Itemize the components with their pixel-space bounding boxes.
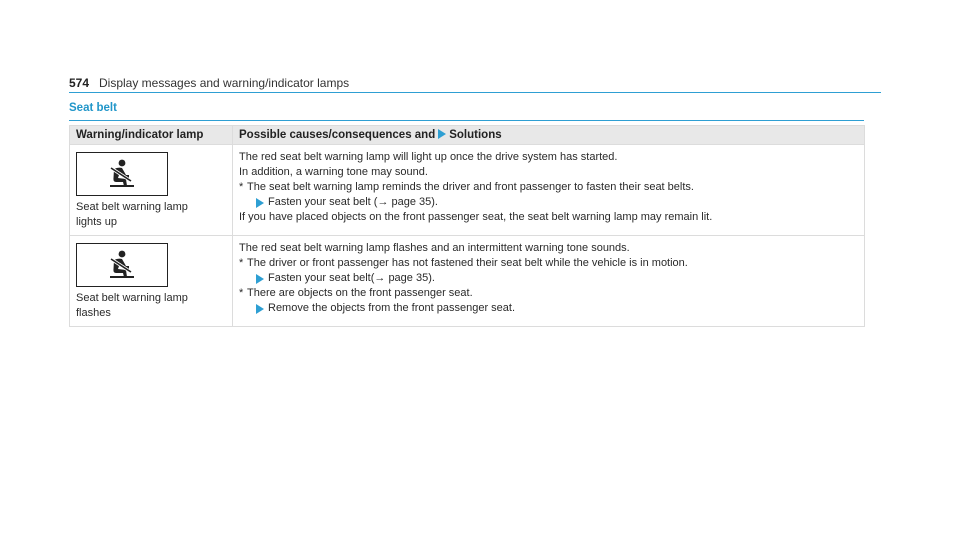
- cause-bullet: [239, 256, 858, 271]
- section-title: Seat belt: [69, 102, 117, 114]
- seat-belt-icon: [105, 249, 139, 281]
- lamp-label: Seat belt warning lamp: [76, 292, 188, 304]
- bullet-marker: *: [239, 181, 244, 193]
- play-arrow-icon: [438, 129, 446, 139]
- play-arrow-icon: [256, 274, 264, 284]
- lamp-state: flashes: [76, 307, 111, 319]
- table-header-row: [70, 126, 865, 145]
- warning-lamp-table: [69, 125, 865, 327]
- column-header-causes: [233, 126, 865, 145]
- solution-step: [239, 271, 858, 286]
- cause-text: The red seat belt warning lamp flashes and an intermittent warning tone sounds.: [239, 242, 630, 254]
- column-header-solutions-text: Solutions: [449, 128, 502, 141]
- solution-step-text: Remove the objects from the front passenger seat.: [268, 302, 516, 314]
- causes-cell: [233, 145, 865, 236]
- cause-bullet-text: The driver or front passenger has not fastened their seat belt while the vehicle is in motion.: [247, 257, 688, 269]
- seat-belt-icon: [105, 158, 139, 190]
- bullet-marker: *: [239, 257, 244, 269]
- cause-text: The red seat belt warning lamp will light up once the drive system has started.: [239, 151, 618, 163]
- solution-step-text: Fasten your seat belt (→ page 35).: [268, 196, 438, 208]
- page-header: [69, 72, 881, 93]
- bullet-marker: *: [239, 287, 244, 299]
- lamp-symbol-box: [76, 152, 168, 196]
- section-header: [69, 102, 864, 121]
- solution-step: [239, 195, 858, 210]
- page-number: 574: [69, 76, 90, 90]
- page-title: Display messages and warning/indicator lamps: [99, 76, 350, 90]
- cause-text: In addition, a warning tone may sound.: [239, 166, 428, 178]
- cause-bullet-text: There are objects on the front passenger seat.: [247, 287, 473, 299]
- lamp-cell: [70, 236, 233, 327]
- cause-bullet-text: The seat belt warning lamp reminds the driver and front passenger to fasten their seat belts.: [247, 181, 694, 193]
- lamp-label: Seat belt warning lamp: [76, 201, 188, 213]
- solution-step-text: Fasten your seat belt(→ page 35).: [268, 272, 435, 284]
- play-arrow-icon: [256, 304, 264, 314]
- causes-cell: [233, 236, 865, 327]
- lamp-cell: [70, 145, 233, 236]
- column-header-causes-text: Possible causes/consequences and: [239, 128, 436, 141]
- column-header-lamp: Warning/indicator lamp: [70, 126, 233, 145]
- table-row: [70, 236, 865, 327]
- play-arrow-icon: [256, 198, 264, 208]
- cause-bullet: [239, 286, 858, 301]
- cause-bullet: [239, 180, 858, 195]
- lamp-state: lights up: [76, 216, 117, 228]
- table-row: [70, 145, 865, 236]
- lamp-symbol-box: [76, 243, 168, 287]
- solution-step: [239, 301, 858, 316]
- cause-text: If you have placed objects on the front passenger seat, the seat belt warning lamp may remain lit.: [239, 211, 713, 223]
